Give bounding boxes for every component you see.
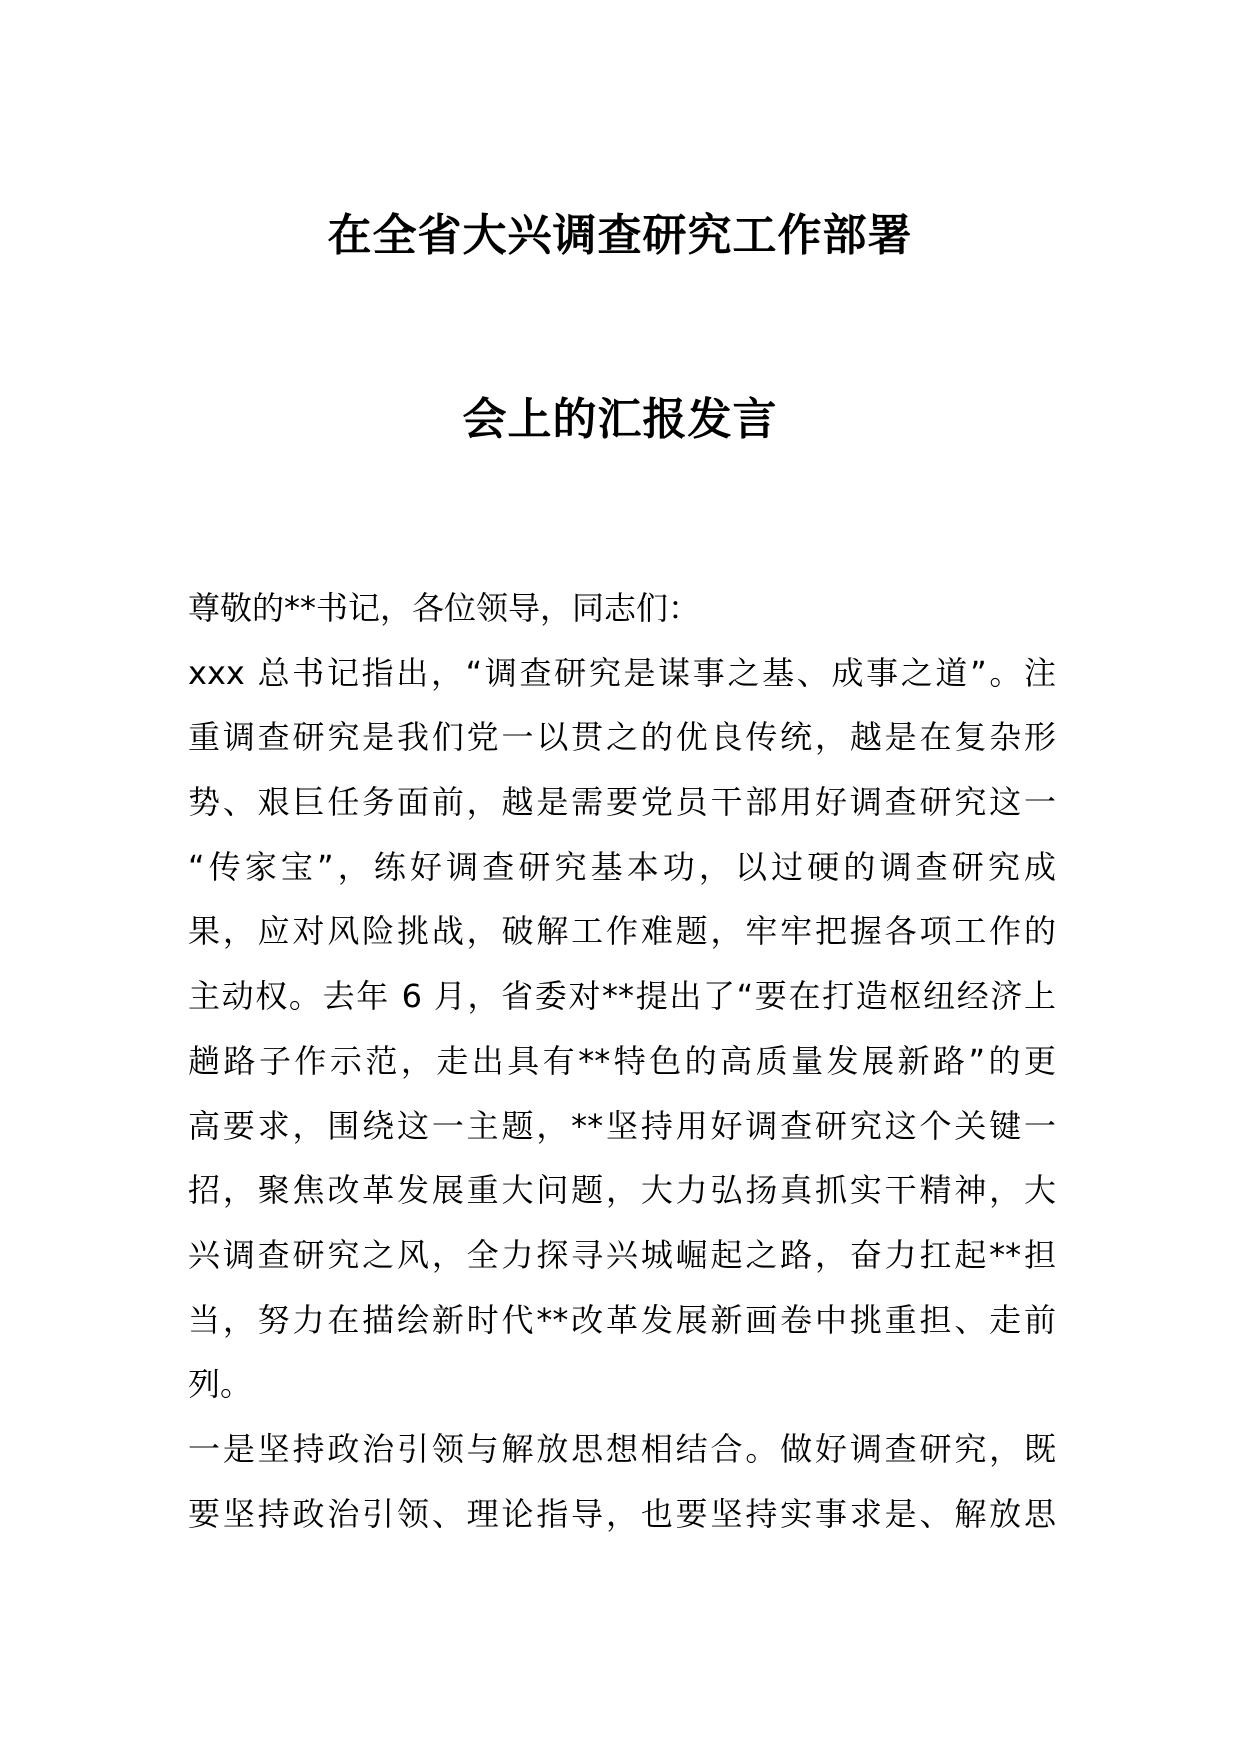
paragraph-1-line: 主动权。去年 6 月，省委对**提出了“要在打造枢纽经济上: [188, 977, 1056, 1016]
document-title-line-1: 在全省大兴调查研究工作部署: [327, 210, 913, 261]
paragraph-1-line: 果，应对风险挑战，破解工作难题，牢牢把握各项工作的: [188, 912, 1056, 951]
paragraph-1-line: xxx 总书记指出，“调查研究是谋事之基、成事之道”。注: [188, 653, 1056, 692]
paragraph-1-line: 重调查研究是我们党一以贯之的优良传统，越是在复杂形: [188, 718, 1056, 757]
paragraph-1-line: “传家宝”，练好调查研究基本功，以过硬的调查研究成: [188, 847, 1056, 886]
paragraph-1-line: 列。: [188, 1365, 253, 1404]
document-body: [188, 576, 1056, 1546]
paragraph-1-line: 势、艰巨任务面前，越是需要党员干部用好调查研究这一: [188, 783, 1056, 822]
paragraph-1-line: 招，聚焦改革发展重大问题，大力弘扬真抓实干精神，大: [188, 1171, 1056, 1210]
paragraph-2-line: 一是坚持政治引领与解放思想相结合。做好调查研究，既: [188, 1429, 1056, 1468]
paragraph-1-line: 当，努力在描绘新时代**改革发展新画卷中挑重担、走前: [188, 1300, 1056, 1339]
paragraph-1-line: 趟路子作示范，走出具有**特色的高质量发展新路”的更: [188, 1041, 1056, 1080]
paragraph-2-line: 要坚持政治引领、理论指导，也要坚持实事求是、解放思: [188, 1494, 1056, 1533]
document-title-line-2: 会上的汇报发言: [462, 394, 778, 445]
paragraph-1-line: 高要求，围绕这一主题，**坚持用好调查研究这个关键一: [188, 1106, 1056, 1145]
paragraph-1-line: 兴调查研究之风，全力探寻兴城崛起之路，奋力扛起**担: [188, 1235, 1056, 1274]
salutation: 尊敬的**书记，各位领导，同志们：: [188, 589, 701, 627]
